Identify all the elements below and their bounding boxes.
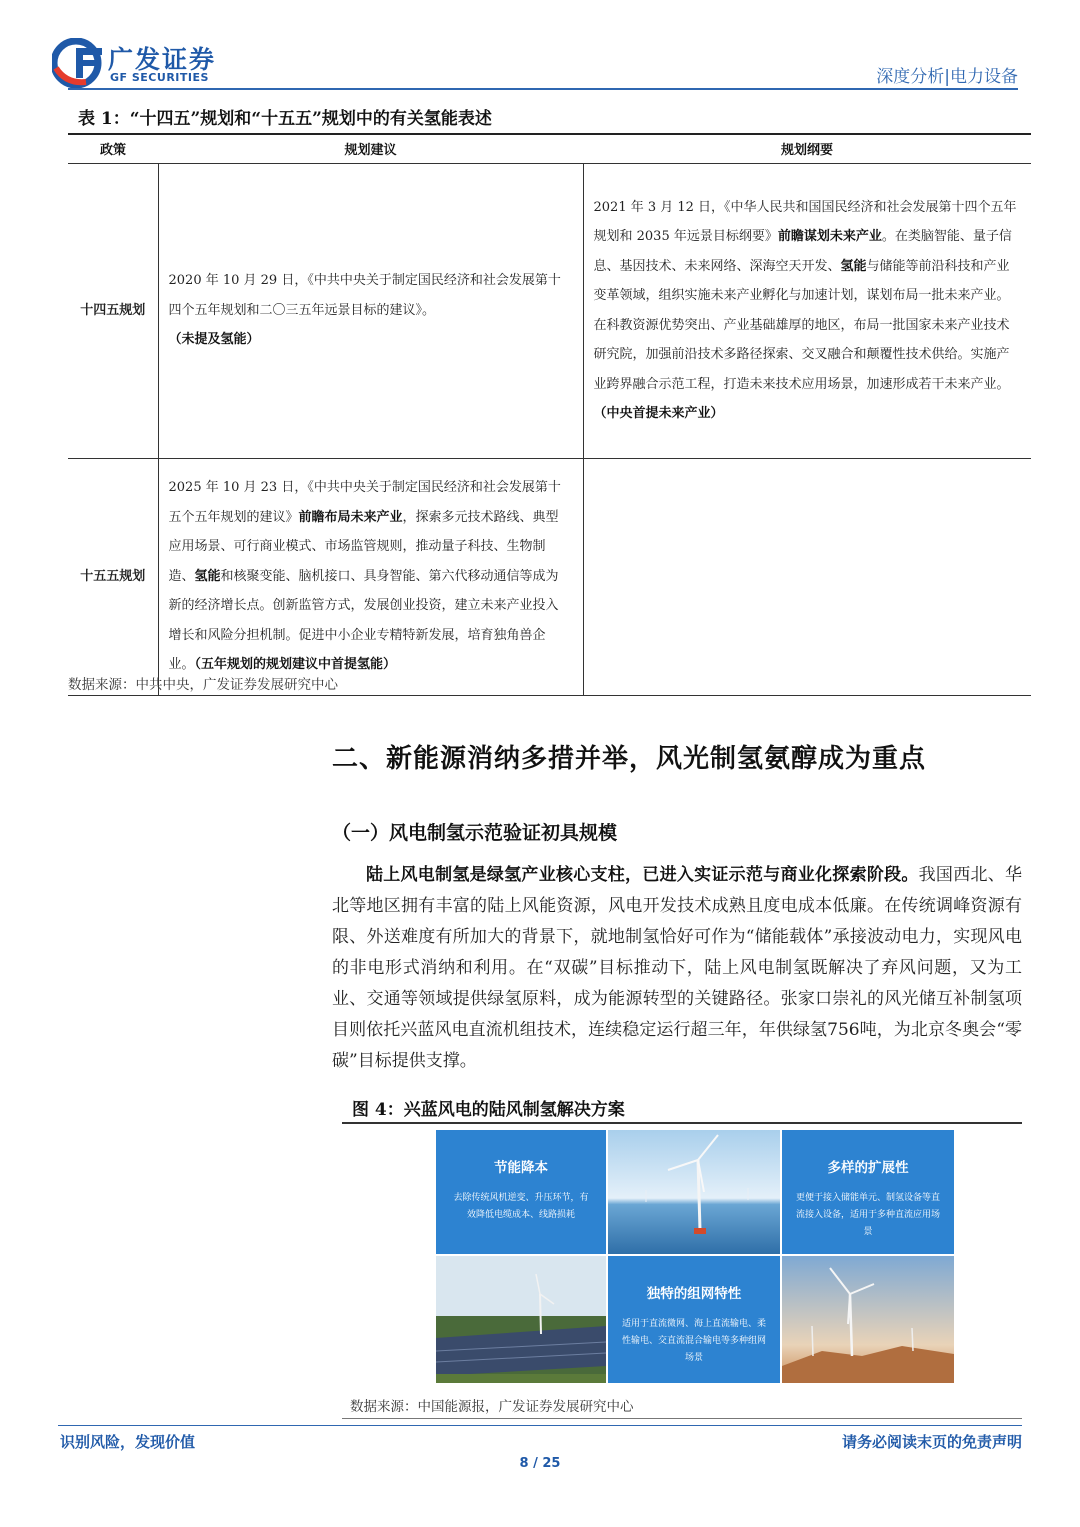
- suggestion-cell: [158, 458, 583, 695]
- outline-note: （中央首提未来产业）: [593, 406, 724, 421]
- footer-disclaimer-note: 请务必阅读末页的免责声明: [841, 1433, 1022, 1451]
- figure-source: 数据来源：中国能源报，广发证券发展研究中心: [350, 1399, 634, 1415]
- tile-description: 适用于直流微网、海上直流输电、柔性输电、交直流混合输电等多种组网场景: [622, 1319, 767, 1363]
- policy-table: [68, 135, 1031, 696]
- page-header: [0, 0, 1080, 90]
- tile-description: 更便于接入储能单元、制氢设备等直流接入设备，适用于多种直流应用场景: [796, 1193, 941, 1237]
- gf-logo-icon: [52, 38, 104, 88]
- tile-networking: [608, 1256, 780, 1383]
- footer-slogan: 识别风险，发现价值: [60, 1433, 196, 1451]
- header-divider: [68, 88, 1018, 90]
- solar-wind-photo: [436, 1256, 606, 1383]
- tile-title: 多样的扩展性: [827, 1160, 909, 1176]
- page-number: 8 / 25: [519, 1456, 561, 1471]
- outline-cell: [583, 163, 1031, 458]
- outline-text: 2021 年 3 月 12 日，《中华人民共和国国民经济和社会发展第十四个五年规划和 2035 年远景目标纲要》: [593, 199, 1017, 244]
- body-paragraph: [332, 860, 1022, 1077]
- section-heading: 二、新能源消纳多措并举，风光制氢氨醇成为重点: [332, 744, 927, 774]
- suggestion-emphasis: 氢能: [194, 568, 221, 584]
- tile-scalability: [782, 1130, 954, 1254]
- suggestion-emphasis: 前瞻布局未来产业: [298, 509, 403, 525]
- paragraph-body: 我国西北、华北等地区拥有丰富的陆上风能资源，风电开发技术成熟且度电成本低廉。在传统调峰资源有限、外送难度有所加大的背景下，就地制氢恰好可作为“储能载体”承接波动电力，实现风电的非电形式消纳和利用。在“双碳”目标推动下，陆上风电制氢既解决了弃风问题，又为工业、交通等领域提供绿氢原料，成为能源转型的关键路径。张家口崇礼的风光储互补制氢项目则依托兴蓝风电直流机组技术，连续稳定运行超三年，年供绿氢756吨，为北京冬奥会“零碳”目标提供支撑。: [332, 865, 1023, 1071]
- tile-title: 独特的组网特性: [646, 1286, 742, 1302]
- suggestion-text: 2025 年 10 月 23 日，《中共中央关于制定国民经济和社会发展第十五个五年规划的建议》: [168, 480, 561, 525]
- table-header-row: [68, 135, 1031, 163]
- footer-divider: [58, 1425, 1022, 1426]
- paragraph-lead: 陆上风电制氢是绿氢产业核心支柱，已进入实证示范与商业化探索阶段。: [366, 865, 919, 885]
- policy-cell: 十五五规划: [68, 458, 158, 695]
- gf-securities-logo: [52, 38, 227, 88]
- mountain-wind-photo: [782, 1256, 954, 1383]
- suggestion-text: ，探索多元技术路线、典型应用场景、可行商业模式、市场监管规则，推动量子科技、生物制造、: [168, 509, 559, 584]
- outline-cell: [583, 458, 1031, 695]
- outline-emphasis: 氢能: [840, 258, 867, 274]
- outline-text: 与储能等前沿科技和产业变革领域，组织实施未来产业孵化与加速计划，谋划布局一批未来产业。在科教资源优势突出、产业基础雄厚的地区，布局一批国家未来产业技术研究院，加强前沿技术多路径探索、交叉融合和颠覆性技术供给。实施产业跨界融合示范工程，打造未来技术应用场景，加速形成若干未来产业。: [593, 258, 1010, 392]
- subsection-heading: （一）风电制氢示范验证初具规模: [332, 822, 618, 844]
- tile-energy-saving: [436, 1130, 606, 1254]
- figure-top-rule: [342, 1122, 1022, 1124]
- figure-bottom-rule: [342, 1418, 1022, 1419]
- figure-title: 图 4：兴蓝风电的陆风制氢解决方案: [352, 1100, 625, 1120]
- policy-cell: 十四五规划: [68, 163, 158, 458]
- table-source: 数据来源：中共中央，广发证券发展研究中心: [68, 677, 338, 693]
- logo-chinese-name: 广发证券: [108, 45, 217, 74]
- suggestion-text: 和核聚变能、脑机接口、具身智能、第六代移动通信等成为新的经济增长点。创新监管方式，发展创业投资，建立未来产业投入增长和风险分担机制。促进中小企业专精特新发展，培育独角兽企业。: [168, 568, 559, 673]
- solution-figure: [436, 1130, 954, 1383]
- tile-description: 去除传统风机逆变、升压环节，有效降低电缆成本、线路损耗: [453, 1193, 589, 1220]
- outline-text: 。在类脑智能、量子信息、基因技术、未来网络、深海空天开发、: [593, 229, 1012, 274]
- mountain-turbine-image: [782, 1256, 954, 1383]
- suggestion-text: 2020 年 10 月 29 日，《中共中央关于制定国民经济和社会发展第十四个五年规划和二〇三五年远景目标的建议》。: [168, 273, 561, 318]
- outline-emphasis: 前瞻谋划未来产业: [777, 229, 882, 244]
- header-suggestion: 规划建议: [158, 135, 583, 163]
- suggestion-cell: [158, 163, 583, 458]
- logo-english-name: GF SECURITIES: [110, 71, 209, 84]
- table-row: [68, 458, 1031, 695]
- table-title: 表 1：“十四五”规划和“十五五”规划中的有关氢能表述: [78, 109, 492, 129]
- suggestion-note: （五年规划的规划建议中首提氢能）: [194, 657, 397, 673]
- suggestion-note: （未提及氢能）: [168, 332, 260, 348]
- offshore-turbine-image: [608, 1130, 780, 1254]
- table-row: [68, 163, 1031, 458]
- offshore-wind-photo: [608, 1130, 780, 1254]
- solar-turbine-image: [436, 1256, 606, 1383]
- report-section-label: 深度分析|电力设备: [876, 67, 1018, 87]
- header-outline: 规划纲要: [583, 135, 1031, 163]
- tile-title: 节能降本: [494, 1160, 548, 1176]
- header-policy: 政策: [68, 135, 158, 163]
